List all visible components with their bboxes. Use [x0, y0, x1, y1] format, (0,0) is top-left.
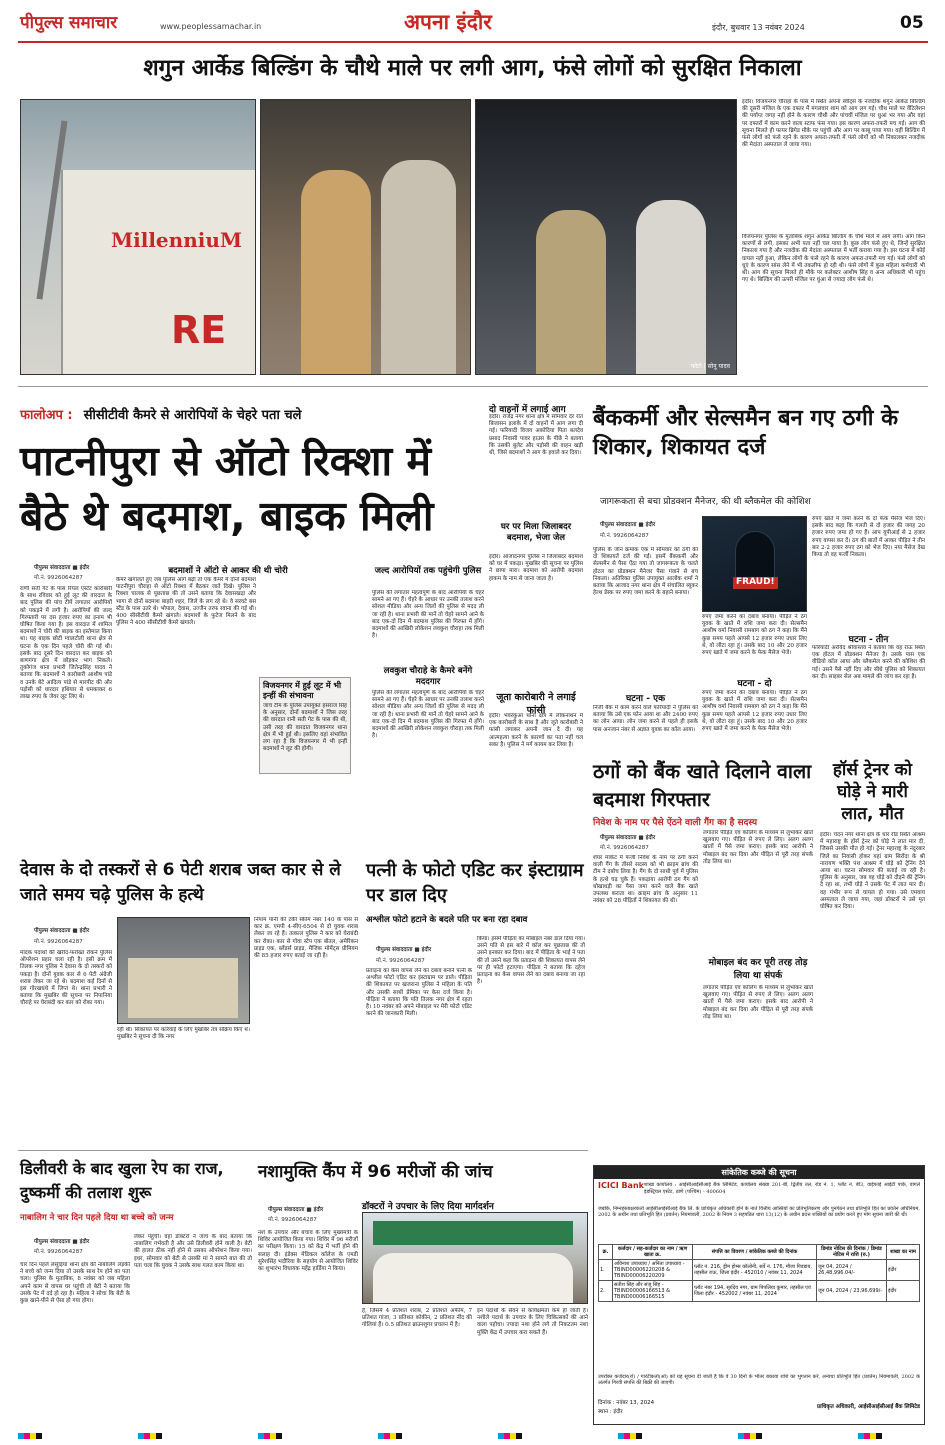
story9-body: चार दिन पहले लसूड़िया थाना क्षेत्र की नाबालिग लड़की ने बच्चे को जन्म दिया तो उसके साथ रेप होने का पता चला। पुलिस के मुताबिक, 8 नवंबर को जब महिला अपने काम से वापस घर पहुंची तो बेटी ने बताया कि उसके पेट में दर्द हो रहा है। महिला ने सोचा कि बेटी के कुछ खाने-पीने से ऐसा हो गया होगा।	[20, 1262, 130, 1305]
story10-photo	[362, 1212, 588, 1304]
story2-sub1: बदमाशों ने ऑटो से आकर की थी चोरी	[168, 566, 288, 576]
table-cell: इंदौर	[887, 1260, 920, 1281]
firefighter-figure	[381, 160, 456, 375]
table-cell: इंदौर	[887, 1281, 920, 1302]
story2-body-c: पुलिस की लगातार महत्वपूर्ण के बाद आरोपियों के चेहरे सामने आ गए हैं। चेहरे के आधार पर उनकी तलाश करने सोशल मीडिया और अन्य जिलों की पुलिस से मदद ली जा रही है। थाना प्रभारी की मानें तो चेहरे सामने आने के बाद एक-दो दिन में बदमाश पुलिस की गिरफ्त में होंगे। बदमाशों की आखिरी लोकेशन लवकुश चौराहा तक मिली है।	[372, 590, 484, 640]
story2-sub3: लवकुश चौराहे के कैमरे बनेंगे मददगार	[383, 666, 473, 687]
story4-sub3: घटना - तीन	[848, 635, 889, 645]
story2-byline: पीपुल्स संवाददाता ■ इंदौर	[34, 565, 90, 571]
notice-intro: जबकि, निम्नहस्ताक्षरकर्ता आईसीआईसीआई बैंक लि. के प्राधिकृत अधिकारी होने के नाते वित्तीय आस्तियों का प्रतिभूतिकरण और पुनर्गठन तथा प्रतिभूति हित का प्रवर्तन अधिनियम, 2002 के अधीन तथा प्रतिभूति हित (प्रवर्तन) नियमावली, 2002 के नियम 3 सहपठित धारा 13(12) के अधीन प्रदत्त शक्तियों का प्रयोग करते हुए मांग सूचना जारी की थी।	[598, 1206, 920, 1218]
camp-banner	[373, 1221, 573, 1245]
story4-body-e: फरियादी अरविंद श्रीवास्तव ने बताया कि वह राऊ स्थित एक होटल में प्रोडक्शन मैनेजर है। उसके पास एक वीडियो कॉल आया और ब्लैकमेल करने की कोशिश की गई। उसने पैसे नहीं दिए और सीधे पुलिस को शिकायत कर दी। साइबर सेल अब मामले की जांच कर रहा है।	[812, 645, 925, 680]
page-number: 05	[900, 13, 924, 33]
story5-mobile: मो.नं. 9926064287	[600, 845, 649, 851]
lead-body-1: इंदौर। विजयनगर चौराहा के पास में स्थित अपना स्वीट्स के नजदीक शगुन आर्केड बिल्डिंग की दूसरी मंजिल के एक दफ्तर में मंगलवार शाम को आग लग गई। चौथ माले पर वेंटिलेशन की पर्याप्त जगह नहीं होने के कारण चौथी और पांचवीं मंजिल पर धुआं भर गया और वहां पर दफ्तरों में काम करने वाला स्टाफ फंस गया। इस कारण अफरा-तफरी मच गई। आग की सूचना मिलते ही फायर ब्रिगेड मौके पर पहुंची और आग पर काबू पाया गया। वहीं बिल्डिंग में फंसे लोगों को फंसे रहने के कारण अफरा-तफरी में फंसे लोगों को भी निकालकर नजदीक की मेदांता अस्पताल ले जाया गया।	[742, 99, 925, 149]
story7-headline: देवास के दो तस्करों से 6 पेटी शराब जब्त कार से ले जाते समय चढ़े पुलिस के हत्थे	[20, 860, 341, 905]
notice-col-demand: डिमांड नोटिस की दिनांक / डिमांड नोटिस में राशि (रु.)	[817, 1245, 887, 1260]
story7-byline: पीपुल्स संवाददाता ■ इंदौर	[34, 928, 90, 934]
story5-body: शेयर मार्केट में फर्जी निवेश के नाम पर ठगी करने वाली गैंग के तीसरे सदस्य को भी क्राइम ब्रांच की टीम ने दबोच लिया है। गैंग के दो साथी पूर्व में पुलिस के हत्थे चढ़ चुके हैं। पकड़ाया आरोपी ठग गैंग को धोखाधड़ी का पैसा जमा करने वाले बैंक खाते उपलब्ध कराता था। क्राइम ब्रांच के अनुसार 11 नवंबर को 28 पीड़ितों ने शिकायत की थी।	[593, 855, 698, 905]
story8-byline: पीपुल्स संवाददाता ■ इंदौर	[376, 947, 432, 953]
notice-table	[598, 1244, 920, 1302]
story7-mobile: मो.नं. 9926064287	[34, 939, 83, 945]
story5-deck: निवेश के नाम पर पैसे ऐंठने वाली गैंग का है सदस्य	[593, 818, 758, 828]
story2-sub2: जल्द आरोपियों तक पहुंचेगी पुलिस	[374, 566, 482, 576]
fraud-graphic	[702, 516, 807, 612]
building-sign-2: RE	[171, 308, 227, 352]
building-facade	[61, 170, 256, 375]
story4-body-c: रुपए जमा करने का दबाव बनाया। पीड़ित ने ठग युवक के खाते में राशि जमा करा दी। सेल्समैन आशीष वर्मा निवासी रामबाग को ठग ने कहा कि मैंने कुछ समय पहले आपसे 12 हजार रुपए उधार लिए थे, वो लौटा रहा हूं। उसके बाद 10 और 20 हजार रुपए खाते में जमा करने के फेक मैसेज भेजे।	[702, 614, 807, 657]
story8-headline: पत्नी के फोटो एडिट कर इंस्टाग्राम पर डाल दिए	[366, 860, 584, 906]
followup-text: सीसीटीवी कैमरे से आरोपियों के चेहरे पता चले	[83, 408, 302, 423]
paper-url: www.peoplessamachar.in	[160, 22, 262, 31]
lead-photo-rescue	[260, 99, 471, 375]
table-cell: 2.	[599, 1281, 613, 1302]
story9-body-b: लेकर पहुंची। वहां डॉक्टरों ने जांच के बाद बताया कि नाबालिग गर्भवती है और उसे डिलीवरी होने वाली है। बेटी की हालत ठीक नहीं होने से उसका ऑपरेशन किया गया। इधर, सोमवार को बेटी से उसकी मां ने सामने बात की तो पता चला कि युवक ने उसके साथ गलत काम किया था।	[134, 1234, 252, 1269]
story10-headline: नशामुक्ति कैंप में 96 मरीजों की जांच	[258, 1162, 493, 1182]
notice-table-header	[599, 1245, 920, 1260]
story3-body-2: इंदौर। आजादनगर पुलिस ने जिलाबदर बदमाश को घर में पकड़ा। मुखबिर की सूचना पर पुलिस ने छापा मारा। बदमाश को आरोपी बदमाश हाकम के नाम से जाना जाता है।	[489, 554, 583, 582]
masthead	[0, 0, 945, 46]
table-row	[599, 1260, 920, 1281]
story6-body: इंदौर। चंदन नगर थाना क्षेत्र के धार रोड स्थित आश्रम में महाराष्ट्र के हॉर्स ट्रेनर को घोड़े ने लात मार दी, जिससे उसकी मौत हो गई। ट्रेनर महाराष्ट्र के नंदुरबार जिले का निवासी होकर यहां ग्राम सिरोंदा के श्री नारायण भक्ति पंथ आश्रम में घोड़े को ट्रेनिंग देने आया था। घटना सोमवार की बताई जा रही है। पुलिस के अनुसार, जब वह घोड़े को दौड़ने की ट्रेनिंग दे रहा था, तभी घोड़े ने उसके पेट में लात मार दी। वह गंभीर रूप से घायल हो गया। उसे एमवाय अस्पताल ले जाया गया, जहां डॉक्टरों ने उसे मृत घोषित कर दिया।	[820, 832, 925, 911]
story5-body-b: लगातार पीड़ित एवं कॉलिंग के माध्यम से लुभाकर खाते खुलवाए गए। पीड़ित से रुपए ले लिए। अलग अलग खातों में पैसे जमा कराए। इसके बाद आरोपी ने मोबाइल बंद कर दिया और पीड़ित से पूरी तरह संपर्क तोड़ लिया था।	[703, 830, 813, 865]
story3-body: इंदौर। राजेंद्र नगर थाना क्षेत्र में सोमवार देर रात बिजासन इलाके में दो वाहनों में आग लगा दी गई। फरियादी विजय अकोदिया पिता बलदेव प्रसाद निवासी पावर हाउस के पीछे ने बताया कि उसकी बुलेट और पड़ोसी की वाहन खड़ी थी, जिसे बदमाशों ने आग के हवाले कर दिया।	[489, 414, 583, 457]
official-figure	[636, 200, 706, 375]
notice-title: सांकेतिक कब्जे की सूचना	[594, 1166, 924, 1179]
building-sign: MillenniuM	[111, 228, 243, 252]
story10-body-b: है, जिसमें 4 प्रतिशत शराब, 2 प्रतिशत अफीम, 7 प्रतिशत गांजा, 3 प्रतिशत कोकीन, 2 प्रतिशत नींद की गोलियां हैं। 0.5 प्रतिशत ब्राउनशुगर प्रचलन में है।	[362, 1308, 472, 1329]
story2-body-a: राणी सती गेट के पास रियल एस्टेट कारोबारी के साथ रविवार को हुई लूट की वारदात के बाद पुलिस की पांच टीमें लगातार आरोपियों को पकड़ने में लगी है। आरोपियों की जल्द गिरफ्तारी पर दस हजार रुपए का इनाम भी घोषित किया गया है। इस वारदात में शामिल बदमाशों ने चोरी की बाइक का इस्तेमाल किया था। यह बाइक छोटी ग्वालटोली थाना क्षेत्र से घटना के एक दिन पहले चोरी की गई थी। इसके बाद दूसरे दिन वारदात कर बाइक को बाणगंगा क्षेत्र में छोड़कर भाग निकले। तुकोगंज थाना प्रभारी जितेन्द्रसिंह यादव ने बताया कि बदमाशों ने कारोबारी आशीष पांडे व उनके बेटे आदित्य पांडे से मारपीट की और पड़ोसी को धारदार हथियार से धमकाकर 6 लाख रुपए के जेवर लूट लिए थे।	[20, 586, 112, 701]
story9-byline: पीपुल्स संवाददाता ■ इंदौर	[34, 1239, 90, 1245]
story2-body-b: कैमरे खंगालते हुए जब पुलिस आगे बढ़ी तो एक कैमरे में दोनों बदमाश पाटनीपुरा चौराहा से ऑटो रिक्शा में बैठकर जाते दिखे। पुलिस ने रिक्शा चालक से पूछताछ की तो उसने बताया कि देवासखड़ा और भागा से दोनों बदमाश बाहरी शहर, जिले के लग रहे थे। वे सरवटे बस स्टैंड के पास उतरे थे। भोपाल, देवास, उज्जैन तरफ रवाना की गई थी। 400 सीसीटीवी कैमरे खंगाले। बदमाशों के फुटेज मिलने के बाद पुलिस ने 400 सीसीटीवी कैमरे खंगाले।	[116, 577, 256, 627]
notice-branch: शाखा कार्यालय : आईसीआईसीआई बैंक लिमिटेड, कार्यालय संख्या 201-बी, द्वितीय तल, रोड नं. 1, प्लॉट नं. बी3, वाईफाई आईटी पार्क, वागले इंडस्ट्रियल एस्टेट, ठाणे (पश्चिम) - 400604	[644, 1182, 920, 1195]
story4-body-b: निजी बैंक में काम करने वाले फरियादी ने पुलिस को बताया कि उसे एक फोन आया था और 2400 रुपए का लोन आया। लोन जमा करने से पहले ही इसके पास अनजान नंबर से अज्ञात युवक का कॉल आया।	[593, 705, 698, 733]
lead-photo-building	[20, 99, 256, 375]
notice-date: दिनांक : नवंबर 13, 2024	[598, 1400, 655, 1406]
table-cell: प्लॉट नं. 216, ड्रीम होम्स कॉलोनी, सर्वे नं. 176, मौजा पिवडाय, तहसील राऊ, जिला इंदौर - 452010 / नवंबर 11, 2024	[693, 1260, 817, 1281]
story9-deck: नाबालिग ने चार दिन पहले दिया था बच्चे को जन्म	[20, 1213, 174, 1223]
table-cell: अविनाश उपाध्याय / अनिता उपाध्याय - TBIND00006220208 & TBIND00006220209	[613, 1260, 693, 1281]
story10-mobile: मो.नं. 9926064287	[268, 1217, 317, 1223]
notice-col-sr: क्र.	[599, 1245, 613, 1260]
story8-body: प्रताड़ना का केस वापस लेने का दबाव बनाने पत्नी के अश्लील फोटो एडिट कर इंस्टाग्राम पर डाले। पीड़िता की शिकायत पर खजराना पुलिस ने महिला के पति और उसकी साथी प्रेमिका पर केस दर्ज किया है। पीड़िता ने बताया कि पति तिलक नगर क्षेत्र में रहता है। 10 नवंबर को अपने मोबाइल पर मेरी फोटो एडिट करने की जानकारी मिली।	[366, 968, 472, 1018]
section-title: अपना इंदौर	[404, 10, 492, 34]
table-row	[599, 1281, 920, 1302]
legal-notice	[593, 1165, 925, 1425]
story5-byline: पीपुल्स संवाददाता ■ इंदौर	[600, 835, 656, 841]
story2-box-title: विजयनगर में हुई लूट में भी इन्हीं की संभावना	[263, 681, 342, 700]
story9-headline: डिलीवरी के बाद खुला रेप का राज, दुष्कर्मी की तलाश शुरू	[20, 1159, 224, 1202]
notice-col-property: संपत्ति का विवरण / सांकेतिक कब्जे की दिनांक	[693, 1245, 817, 1260]
story7-body-b: निपाम पानी की टंकी स्कीम नंबर 140 के पास से कार क्र. एमपी 4-सीए-6504 से दो युवक शराब लेकर जा रहे हैं। तत्काल पुलिस ने कार को घेराबंदी कर रोका। कार से गोवा स्टेप एक बोतल, अमेरिकन प्राइड एक, ब्लेंडर्स प्राइड, मैजिक मोमेंट्स प्रीमियम की 85 हजार रुपए बताई जा रही है।	[254, 917, 358, 960]
story7-body: मादक पदार्थों की खरीद-फरोख्त रोकने पुलिस ऑपरेशन प्रहार चला रही है। इसी क्रम में तिलक नगर पुलिस ने देवास के दो तस्करों को पकड़ा है। दोनों युवक कार से 6 पेटी अंग्रेजी शराब लेकर जा रहे थे। बदमाश कई दिनों से इस गोरखधंधे में लिप्त थे। थाना प्रभारी ने बताया कि मुखबिर की सूचना पर निपानिया चौराहे पर घेराबंदी कर कार को रोका गया।	[20, 950, 112, 1007]
story2-mobile: मो.नं. 9926064287	[34, 575, 83, 581]
story4-body-c2: रुपए जमा करने का दबाव बनाया। पीड़ित ने ठग युवक के खाते में राशि जमा करा दी। सेल्समैन आशीष वर्मा निवासी रामबाग को ठग ने कहा कि मैंने कुछ समय पहले आपसे 12 हजार रुपए उधार लिए थे, वो लौटा रहा हूं। उसके बाद 10 और 20 हजार रुपए खाते में जमा करने के फेक मैसेज भेजे।	[702, 690, 807, 733]
story4-sub2: घटना - दो	[737, 679, 772, 689]
story2-box-body: जांच टीम के पुलिस उपायुक्त हंसराज सिंह के अनुसार, दोनों बदमाशों ने जिस तरह की वारदात रानी सती गेट के पास की थी, उसी तरह की वारदात विजयनगर थाना क्षेत्र में भी हुई थी। इसलिए वहां संभावित लग रहा है कि विजयनगर में भी इन्हीं बदमाशों ने लूट की होगी।	[263, 703, 347, 753]
notice-bank-logo: ICICI Bank	[598, 1181, 644, 1190]
notice-col-branch: शाखा का नाम	[887, 1245, 920, 1260]
story5-headline: ठगों को बैंक खाते दिलाने वाला बदमाश गिरफ्तार	[593, 760, 812, 811]
table-cell: जून 04, 2024 / 26,48,996.04/-	[817, 1260, 887, 1281]
table-cell: 1.	[599, 1260, 613, 1281]
paper-logo: पीपुल्स समाचार	[20, 13, 118, 33]
story10-body-c: इन पदार्थों के सेवन से कार्यक्षमता कम हो जाती है। नशीले पदार्थ के उपचार के लिए चिकित्सकों की आने वाला पहोचा। ज्यादा नशा होने लगे तो निकटतम नशा मुक्ति केंद्र में उपचार करा सकते हैं।	[477, 1308, 588, 1336]
photo-credit: फोटो | सोनू यादव	[691, 363, 730, 370]
story4-mobile: मो.नं. 9926064287	[600, 533, 649, 539]
story9-mobile: मो.नं. 9926064287	[34, 1249, 83, 1255]
story4-byline: पीपुल्स संवाददाता ■ इंदौर	[600, 522, 656, 528]
story10-body: नशे के उपचार और बचाव के लिए मुख्यमंत्री के शिविर आयोजित किया गया। शिविर में 96 मरीजों का परीक्षण किया। 15 को केंद्र में भर्ती होने की सलाह दी। इंडेक्स मेडिकल कॉलेज के एमडी सुरेशसिंह भदौरिया के सहयोग से आयोजित शिविर का शुभारंभ विधायक महेंद्र हार्डिया ने किया।	[258, 1230, 358, 1273]
story10-deck: डॉक्टरों ने उपचार के लिए दिया मार्गदर्शन	[362, 1202, 494, 1212]
story7-body-c: रही थी। सिकायत पर कार्रवाई के लिए मुखबिर तंत्र सक्रिय किए थे। मुखबिर ने सूचना दी कि नगर	[117, 1027, 250, 1041]
lead-headline: शगुन आर्केड बिल्डिंग के चौथे माले पर लगी आग, फंसे लोगों को सुरक्षित निकाला	[143, 55, 802, 81]
story4-headline: बैंककर्मी और सेल्समैन बन गए ठगी के शिकार, शिकायत दर्ज	[593, 406, 899, 460]
story3-headline: दो वाहनों में लगाई आग	[489, 405, 566, 415]
officer-figure	[536, 210, 606, 375]
followup-kicker: फालोअप :	[20, 408, 73, 423]
story2-body-c2: पुलिस की लगातार महत्वपूर्ण के बाद आरोपियों के चेहरे सामने आ गए हैं। चेहरे के आधार पर उनकी तलाश करने सोशल मीडिया और अन्य जिलों की पुलिस से मदद ली जा रही है। थाना प्रभारी की मानें तो चेहरे सामने आने के बाद एक-दो दिन में बदमाश पुलिस की गिरफ्त में होंगे। बदमाशों की आखिरी लोकेशन लवकुश चौराहा तक मिली है।	[372, 690, 484, 740]
story8-mobile: मो.नं. 9926064287	[376, 958, 425, 964]
story6-headline: हॉर्स ट्रेनर को घोड़े ने मारी लात, मौत	[832, 760, 913, 824]
fraud-label: FRAUD!	[733, 577, 778, 589]
registration-bar	[18, 1433, 928, 1439]
story5-body-b2: लगातार पीड़ित एवं कॉलिंग के माध्यम से लुभाकर खाते खुलवाए गए। पीड़ित से रुपए ले लिए। अलग अलग खातों में पैसे जमा कराए। इसके बाद आरोपी ने मोबाइल बंद कर दिया और पीड़ित से पूरी तरह संपर्क तोड़ लिया था।	[703, 985, 813, 1020]
notice-place: स्थान : इंदौर	[598, 1409, 623, 1415]
story2-headline: पाटनीपुरा से ऑटो रिक्शा में बैठे थे बदमाश, बाइक मिली	[20, 437, 434, 540]
table-cell: सतीश सिंह और संजू सिंह - TBIND00006166513 & TBIND00006166515	[613, 1281, 693, 1302]
story4-deck: जागरूकता से बचा प्रोडक्शन मैनेजर, की थी ब्लैकमेल की कोशिश	[600, 497, 811, 507]
story7-photo	[117, 917, 250, 1024]
divider-2	[18, 1150, 588, 1151]
story3-sub: घर पर मिला जिलाबदर बदमाश, भेजा जेल	[500, 522, 572, 543]
table-cell: प्लॉट नंबर 194, सूर्यदेव नगर, ग्राम पिपलिया कुमार, तहसील एवं जिला इंदौर - 452002 / नवंबर 11, 2024	[693, 1281, 817, 1302]
followup-bar	[20, 404, 482, 421]
lead-body-2: विजयनगर पुलिस के मुताबिक शगुन आर्केड बिल्डिंग के चौथे माले में आग लगी। आग किन कारणों से लगी, इसका अभी पता नहीं चल पाया है। कुछ लोग फंसे हुए थे, जिन्हें सुरक्षित निकाला गया है और नजदीक की मेदांता अस्पताल में भर्ती कराया गया है। इस घटना में कोई घायल नहीं हुआ, लेकिन लोगों के फंसे रहने के कारण अफरा-तफरी मच गई। फंसे लोगों को धुएं के कारण सांस लेने में भी तकलीफ हो रही थी। फंसे लोगों में कुछ महिला कर्मचारी भी थीं। आग की सूचना मिलते ही मौके पर कलेक्टर आशीष सिंह व अन्य अधिकारी भी पहुंच गए थे। बिल्डिंग की ऊपरी मंजिल पर धुंआ से ज्यादा लोग फंसे थे।	[742, 234, 925, 284]
story8-deck: अश्लील फोटो हटाने के बदले पति पर बना रहा दबाव	[366, 915, 528, 925]
story4-sub1: घटना - एक	[625, 694, 666, 704]
table-cell: जून 04, 2024 / 23,96,699/-	[817, 1281, 887, 1302]
woman-figure	[301, 170, 371, 375]
notice-footer: उपरोक्त कर्जदार(रों) / गारंटीकर्ता(ओं) को यह सूचना दी जाती है कि वे 30 दिनों के भीतर बकाया राशि का भुगतान करें, अन्यथा प्रतिभूति हित (प्रवर्तन) नियमावली, 2002 के अंतर्गत गिरवी संपत्ति की बिक्री की जाएगी।	[598, 1374, 920, 1386]
story10-byline: पीपुल्स संवाददाता ■ इंदौर	[268, 1207, 324, 1213]
story8-body-b: किया। इसमें पीड़िता का मोबाइल नंबर डाल दिया गया। उसने पति से इस बारे में कॉल कर पूछताछ की तो उसने इनकार कर दिया। बाद में पीड़िता के भाई ने पता की तो उसने कहा कि प्रताड़ना की शिकायत वापस लेने पर ही फोटो हटाएगा। पीड़िता ने बताया कि दहेज प्रताड़ना का केस वापस लेने का दबाव बनाया जा रहा है।	[477, 936, 585, 986]
liquor-cartons	[128, 958, 238, 1018]
notice-col-borrower: कर्जदार / सह-कर्जदार का नाम / ऋण खाता क्र.	[613, 1245, 693, 1260]
notice-signature: प्राधिकृत अधिकारी, आईसीआईसीआई बैंक लिमिटेड	[817, 1404, 920, 1410]
story2-box	[259, 677, 351, 774]
attendees-group	[373, 1253, 573, 1304]
story5-sub: मोबाइल बंद कर पूरी तरह तोड़ लिया था संपर्क	[708, 958, 808, 981]
lead-photo-officials	[475, 99, 737, 375]
divider-1	[18, 386, 928, 387]
story4-body-d: रुपए खाते में जमा करने के दो फेक मैसेज भेज दिए। इसके बाद कहा कि गलती से दो हजार की जगह 20 हजार रुपए जमा हो गए हैं। आप यूपीआई से 2 हजार रुपए वापस कर दें। ठग की बातों में आकर पीड़ित ने तीन बार 2-2 हजार रुपए ठग को भेज दिए। नया मैसेज देख किया तो वह फर्जी निकला।	[812, 516, 925, 559]
masthead-rule	[18, 41, 928, 43]
story3-sub-2: जूता कारोबारी ने लगाई फांसी	[496, 692, 576, 716]
dateline: इंदौर, बुधवार 13 नवंबर 2024	[712, 23, 805, 32]
story3-body-3: इंदौर। भंवरकुआं थाना क्षेत्र में लोकनाथन में एक कारोबारी के साथ है और जूते कारोबारी ने फांसी लगाकर अपनी जान दे दी। यह आत्महत्या करने के कारणों का पता नहीं चल सका है। पुलिस ने मर्ग कायम कर लिया है।	[489, 713, 583, 748]
story4-body: पुलिस के जोन क्रमांक एक में सोमवार को ठगी की दो शिकायतें दर्ज की गईं। इसमें बैंककर्मी और सेल्समैन से पैसा ऐंठा गया तो जागरूकता के चलते होटल का प्रोडक्शन मैनेजर पैसा गंवाने से बच निकला। अतिरिक्त पुलिस उपायुक्त आलोक शर्मा ने बताया कि आजाद नगर थाना क्षेत्र में संचालित ब्यूकर हेल्थ डेस्क पर रुपए जमा करने के बहाने बनाया।	[593, 547, 698, 597]
